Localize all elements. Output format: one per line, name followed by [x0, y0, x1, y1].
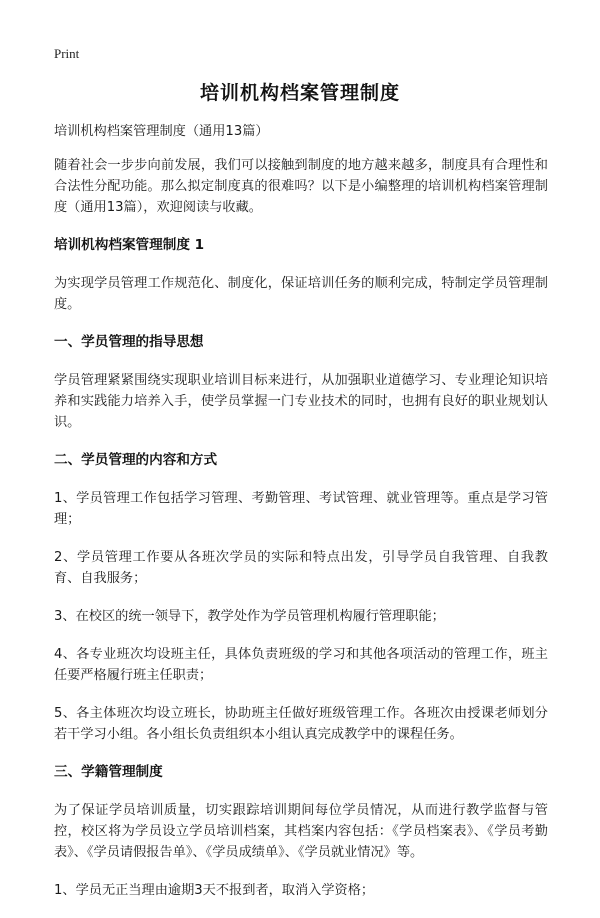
- list-item: 5、各主体班次均设立班长，协助班主任做好班级管理工作。各班次由授课老师划分若干学习小组。各小组长负责组织本小组认真完成教学中的课程任务。: [54, 706, 548, 742]
- list-item: 1、学员无正当理由逾期3天不报到者，取消入学资格；: [54, 883, 375, 898]
- intro-paragraph: 随着社会一步步向前发展，我们可以接触到制度的地方越来越多，制度具有合理性和合法性分配功能。那么拟定制度真的很难吗？以下是小编整理的培训机构档案管理制度（通用13篇），欢迎阅读与收藏。: [54, 158, 548, 215]
- paragraph: 为实现学员管理工作规范化、制度化，保证培训任务的顺利完成，特制定学员管理制度。: [54, 276, 548, 312]
- list-item: 2、学员管理工作要从各班次学员的实际和特点出发，引导学员自我管理、自我教育、自我服务；: [54, 550, 548, 586]
- section-heading: 一、学员管理的指导思想: [54, 334, 204, 350]
- list-item: 3、在校区的统一领导下，教学处作为学员管理机构履行管理职能；: [54, 609, 445, 624]
- print-link[interactable]: Print: [54, 46, 80, 61]
- document-body: [54, 121, 548, 918]
- doc-subtitle: 培训机构档案管理制度（通用13篇）: [54, 124, 269, 139]
- paragraph: 学员管理紧紧围绕实现职业培训目标来进行，从加强职业道德学习、专业理论知识培养和实践能力培养入手，使学员掌握一门专业技术的同时，也拥有良好的职业规划认识。: [54, 373, 548, 430]
- section-heading: 二、学员管理的内容和方式: [54, 452, 218, 468]
- section-heading: 三、学籍管理制度: [54, 764, 163, 780]
- paragraph: 为了保证学员培训质量，切实跟踪培训期间每位学员情况，从而进行教学监督与管控，校区将为学员设立学员培训档案，其档案内容包括：《学员档案表》、《学员考勤表》、《学员请假报告单》、《学员成绩单》、《学员就业情况》等。: [54, 803, 548, 860]
- section-heading: 培训机构档案管理制度 1: [54, 237, 205, 253]
- list-item: 1、学员管理工作包括学习管理、考勤管理、考试管理、就业管理等。重点是学习管理；: [54, 491, 548, 527]
- list-item: 4、各专业班次均设班主任，具体负责班级的学习和其他各项活动的管理工作，班主任要严格履行班主任职责；: [54, 647, 548, 683]
- page-title: 培训机构档案管理制度: [199, 82, 400, 104]
